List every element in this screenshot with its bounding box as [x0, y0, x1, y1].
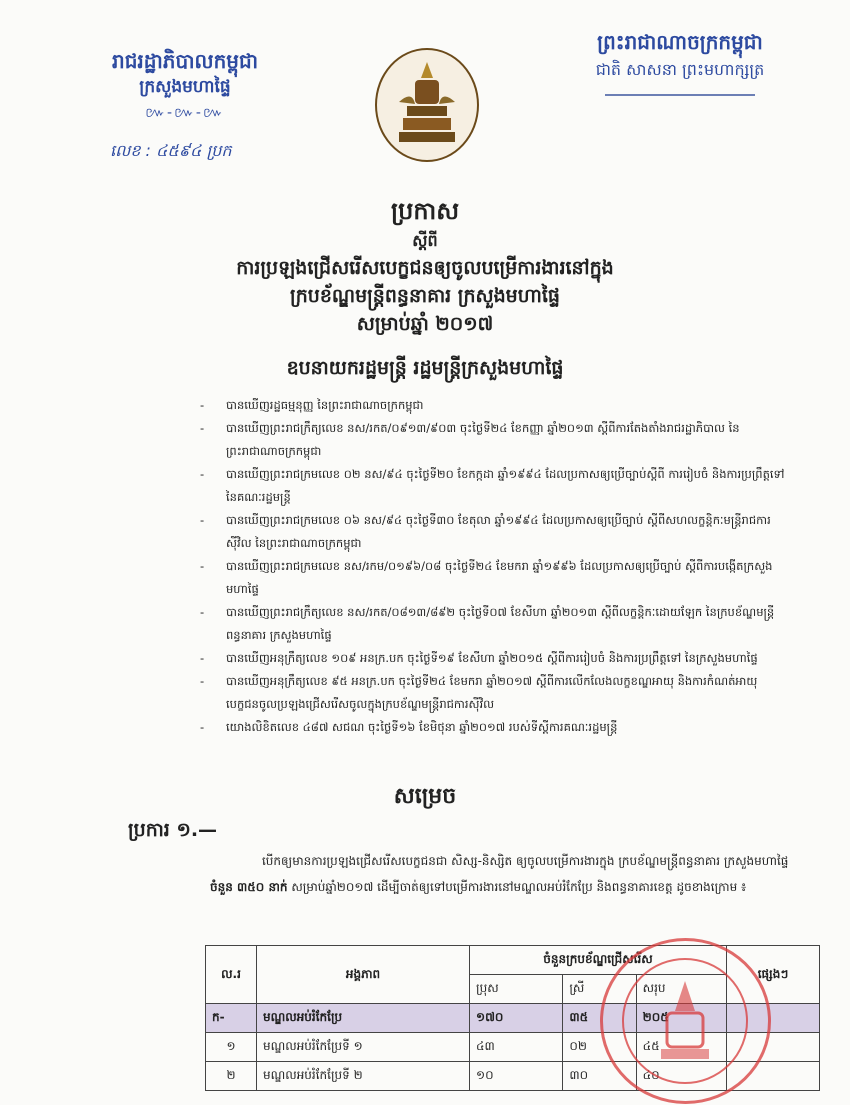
cell-unit: មណ្ឌលអប់រំកែប្រែ [257, 1004, 470, 1033]
cell-no: ក- [206, 1004, 257, 1033]
document-subject-line-1: ការប្រឡងជ្រើសរើសបេក្ខជនឲ្យចូលបម្រើការងារនៅក្នុង [236, 257, 614, 279]
list-item: - បានឃើញព្រះរាជក្រមលេខ ០៦ នស/៩៤ ចុះថ្ងៃទី៣០ ខែតុលា ឆ្នាំ១៩៩៤ ដែលប្រកាសឲ្យប្រើច្បាប់ ស្ដីពីសហលក្ខន្តិកៈមន្ត្រីរាជការស៊ីវិល នៃព្រះរាជាណាចក្រកម្ពុជា [200, 509, 790, 555]
cell-unit: មណ្ឌលអប់រំកែប្រែទី ១ [257, 1033, 470, 1062]
cell-male: ៤៣ [470, 1033, 563, 1062]
motto-underline [605, 94, 755, 96]
list-item: - បានឃើញព្រះរាជក្រឹត្យលេខ នស/រកត/០៩១៣/៩០៣ ចុះថ្ងៃទី២៤ ខែកញ្ញា ឆ្នាំ២០១៣ ស្ដីពីការតែងតាំងរាជរដ្ឋាភិបាល នៃព្រះរាជាណាចក្រកម្ពុជា [200, 417, 790, 463]
article-1-text [210, 848, 805, 900]
article-1-text-b: សម្រាប់ឆ្នាំ២០១៧ ដើម្បីចាត់ឲ្យទៅបម្រើការងារនៅមណ្ឌលអប់រំកែប្រែ និងពន្ធនាគារខេត្ត ដូចខាងក្រោម ៖ [291, 880, 747, 894]
cell-female: ៣០ [563, 1062, 636, 1091]
kingdom-name: ព្រះរាជាណាចក្រកម្ពុជា [597, 30, 763, 54]
cell-male: ១៧០ [470, 1004, 563, 1033]
kingdom-header [565, 28, 795, 96]
list-item: - យោងលិខិតលេខ ៤៨៧ សជណ ចុះថ្ងៃទី១៦ ខែមិថុនា ឆ្នាំ២០១៧ របស់ទីស្ដីការគណៈរដ្ឋមន្ត្រី [200, 716, 790, 739]
cell-total: ២០៥ [636, 1004, 726, 1033]
article-1-label: ប្រការ ១.— [128, 819, 218, 841]
cell-total: ៤០ [636, 1062, 726, 1091]
col-quota-header: ចំនួនក្របខ័ណ្ឌជ្រើសរើស [470, 946, 727, 975]
col-female-header: ស្រី [563, 975, 636, 1004]
article-1-quota: ចំនួន ៣៥០ នាក់ [210, 880, 288, 894]
col-unit-header: អង្គភាព [257, 946, 470, 1004]
royal-seal-graphic [377, 50, 477, 160]
col-no-header: ល.រ [206, 946, 257, 1004]
royal-seal-icon [375, 48, 479, 162]
reference-label: លេខ : [110, 141, 151, 160]
stamp-graphic [603, 941, 768, 1101]
decision-heading: សម្រេច [393, 784, 457, 809]
document-subject-label: ស្ដីពី [412, 231, 438, 250]
legal-basis-list [200, 394, 790, 739]
cell-male: ១០ [470, 1062, 563, 1091]
list-item: - បានឃើញព្រះរាជក្រឹត្យលេខ នស/រកត/០៨១៣/៨៩២ ចុះថ្ងៃទី០៧ ខែសីហា ឆ្នាំ២០១៣ ស្ដីពីលក្ខន្តិកៈដោយឡែក នៃក្របខ័ណ្ឌមន្ត្រីពន្ធនាគារ ក្រសួងមហាផ្ទៃ [200, 601, 790, 647]
list-item: - បានឃើញរដ្ឋធម្មនុញ្ញ នៃព្រះរាជាណាចក្រកម្ពុជា [200, 394, 790, 417]
issuer-title: ឧបនាយករដ្ឋមន្ត្រី រដ្ឋមន្ត្រីក្រសួងមហាផ្ទៃ [286, 357, 564, 379]
col-total-header: សរុប [636, 975, 726, 1004]
ministry-header [85, 48, 285, 126]
cell-no: ២ [206, 1062, 257, 1091]
list-item: - បានឃើញព្រះរាជក្រមលេខ នស/រកម/០១៩៦/០៨ ចុះថ្ងៃទី២៤ ខែមករា ឆ្នាំ១៩៩៦ ដែលប្រកាសឲ្យប្រើច្បាប់ ស្ដីពីការបង្កើតក្រសួងមហាផ្ទៃ [200, 555, 790, 601]
kingdom-motto: ជាតិ សាសនា ព្រះមហាក្សត្រ [595, 60, 765, 79]
cell-total: ៤៥ [636, 1033, 726, 1062]
list-item: - បានឃើញអនុក្រឹត្យលេខ ១០៩ អនក្រ.បក ចុះថ្ងៃទី១៩ ខែសីហា ឆ្នាំ២០១៥ ស្ដីពីការរៀបចំ និងការប្រព្រឹត្តទៅ នៃក្រសួងមហាផ្ទៃ [200, 647, 790, 670]
list-item: - បានឃើញអនុក្រឹត្យលេខ ៩៥ អនក្រ.បក ចុះថ្ងៃទី២៤ ខែមករា ឆ្នាំ២០១៧ ស្ដីពីការលើកលែងលក្ខខណ្ឌអាយុ និងការកំណត់អាយុបេក្ខជនចូលប្រឡងជ្រើសរើសចូលក្នុងក្របខ័ណ្ឌមន្ត្រីរាជការស៊ីវិល [200, 670, 790, 716]
official-stamp-icon [600, 938, 771, 1104]
cell-female: ០២ [563, 1033, 636, 1062]
cell-unit: មណ្ឌលអប់រំកែប្រែទី ២ [257, 1062, 470, 1091]
article-1-text-a: បើកឲ្យមានការប្រឡងជ្រើសរើសបេក្ខជនជា សិស្ស-និស្សិត ឲ្យចូលបម្រើការងារក្នុង ក្របខ័ណ្ឌមន្ត្រីពន្ធនាគារ ក្រសួងមហាផ្ទៃ [262, 854, 789, 868]
reference-value: ៤៥៩៤ ប្រក [156, 141, 232, 160]
ministry-sub: ក្រសួងមហាផ្ទៃ [139, 77, 231, 97]
document-title: ប្រកាស [390, 197, 460, 225]
document-subject-line-2: ក្របខ័ណ្ឌមន្ត្រីពន្ធនាគារ ក្រសួងមហាផ្ទៃ [290, 285, 560, 307]
col-male-header: ប្រុស [470, 975, 563, 1004]
reference-number [110, 140, 232, 164]
cell-no: ១ [206, 1033, 257, 1062]
cell-female: ៣៥ [563, 1004, 636, 1033]
ministry-name: រាជរដ្ឋាភិបាលកម្ពុជា [112, 49, 258, 73]
document-subject-line-3: សម្រាប់ឆ្នាំ ២០១៧ [356, 313, 494, 335]
ornament: ៚-៚-៚ [145, 105, 225, 121]
list-item: - បានឃើញព្រះរាជក្រមលេខ ០២ នស/៩៤ ចុះថ្ងៃទី២០ ខែកក្កដា ឆ្នាំ១៩៩៤ ដែលប្រកាសឲ្យប្រើច្បាប់ស្ដីពី ការរៀបចំ និងការប្រព្រឹត្តទៅ នៃគណៈរដ្ឋមន្ត្រី [200, 463, 790, 509]
col-note-header: ផ្សេងៗ [727, 946, 820, 1004]
